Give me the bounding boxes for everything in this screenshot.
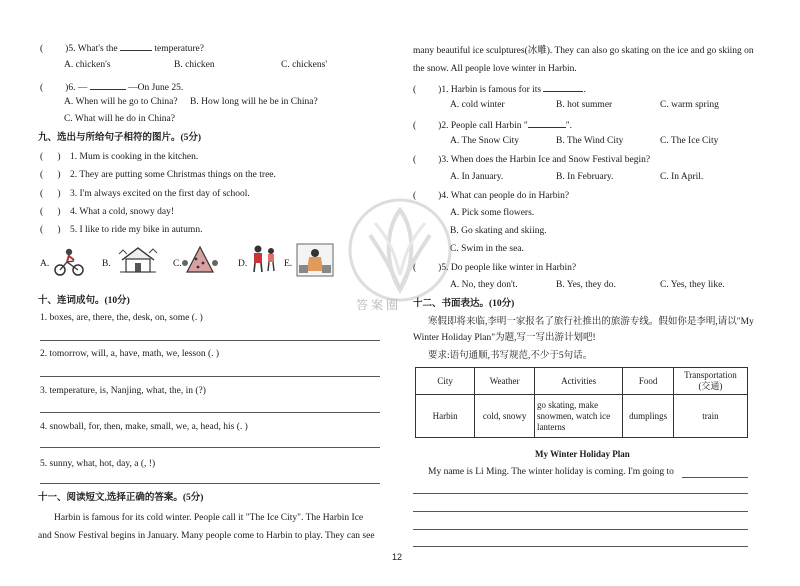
section-9-title: 九、选出与所给句子相符的图片。(5分): [38, 133, 202, 143]
cell-food: dumplings: [623, 395, 674, 438]
header-activities: Activities: [534, 368, 622, 395]
s10-item-4: 4. snowball, for, then, make, small, we, a, head, his (. ): [40, 422, 248, 432]
question-6: ( )6. — —On June 25.: [40, 80, 183, 94]
answer-line[interactable]: [40, 376, 380, 377]
header-food: Food: [623, 368, 674, 395]
s10-item-3: 3. temperature, is, Nanjing, what, the, in (?): [40, 386, 206, 396]
r4-option-c[interactable]: C. Swim in the sea.: [450, 244, 524, 254]
essay-title: My Winter Holiday Plan: [535, 449, 630, 459]
answer-line[interactable]: [40, 447, 380, 448]
s9-item-4: ( ) 4. What a cold, snowy day!: [40, 207, 175, 217]
holiday-plan-table: [415, 367, 748, 438]
christmas-tree-icon: [181, 245, 219, 275]
answer-line[interactable]: [413, 493, 748, 494]
q6-option-a[interactable]: A. When will he go to China?: [64, 97, 178, 107]
q5-option-a[interactable]: A. chicken's: [64, 60, 111, 70]
cell-weather: cold, snowy: [475, 395, 535, 438]
s9-item-3: ( ) 3. I'm always excited on the first day of school.: [40, 189, 250, 199]
header-transportation: Transportation (交通): [673, 368, 747, 395]
snowy-house-icon: [118, 244, 158, 274]
page-number: 12: [392, 552, 403, 562]
reading-question-2: ( )2. People call Harbin " ".: [413, 118, 572, 132]
r3-option-c[interactable]: C. In April.: [660, 172, 704, 182]
picture-label-a: A.: [40, 259, 50, 269]
section-10-title: 十、连词成句。(10分): [38, 296, 130, 306]
r3-option-b[interactable]: B. In February.: [556, 172, 614, 182]
bike-rider-icon: [52, 247, 86, 277]
r1-option-a[interactable]: A. cold winter: [450, 100, 505, 110]
school-kids-icon: [247, 244, 281, 274]
q5-option-c[interactable]: C. chickens': [281, 60, 328, 70]
r3-option-a[interactable]: A. In January.: [450, 172, 504, 182]
watermark-text: 答案圈: [356, 298, 402, 312]
q6-option-c[interactable]: C. What will he do in China?: [64, 114, 175, 124]
picture-label-e: E.: [284, 259, 293, 269]
picture-label-b: B.: [102, 259, 111, 269]
section-11-title: 十一、阅读短文,选择正确的答案。(5分): [38, 493, 204, 503]
reading-question-1: ( )1. Harbin is famous for its .: [413, 82, 586, 96]
answer-line[interactable]: [413, 546, 748, 547]
reading-line-2: and Snow Festival begins in January. Many people come to Harbin to play. They can see: [38, 531, 375, 541]
reading-line-4: the snow. All people love winter in Harbin.: [413, 64, 577, 74]
essay-start: My name is Li Ming. The winter holiday is coming. I'm going to: [428, 467, 674, 477]
cell-activities: go skating, make snowmen, watch ice lanterns: [534, 395, 622, 438]
r4-option-b[interactable]: B. Go skating and skiing.: [450, 226, 547, 236]
reading-line-3: many beautiful ice sculptures(冰雕). They can also go skating on the ice and go skiing on: [413, 46, 754, 56]
writing-requirement: 要求:语句通顺,书写规范,不少于5句话。: [428, 351, 593, 361]
s10-item-2: 2. tomorrow, will, a, have, math, we, lesson (. ): [40, 349, 220, 359]
q6-option-b[interactable]: B. How long will he be in China?: [190, 97, 318, 107]
writing-intro-2: Winter Holiday Plan"为题,写一写出游计划吧!: [413, 333, 596, 343]
r5-option-b[interactable]: B. Yes, they do.: [556, 280, 616, 290]
r2-option-b[interactable]: B. The Wind City: [556, 136, 624, 146]
r2-option-a[interactable]: A. The Snow City: [450, 136, 519, 146]
header-city: City: [416, 368, 475, 395]
s9-item-2: ( ) 2. They are putting some Christmas things on the tree.: [40, 170, 276, 180]
reading-question-3: ( )3. When does the Harbin Ice and Snow Festival begin?: [413, 155, 651, 165]
r5-option-a[interactable]: A. No, they don't.: [450, 280, 518, 290]
reading-question-5: ( )5. Do people like winter in Harbin?: [413, 263, 577, 273]
cell-city: Harbin: [416, 395, 475, 438]
r1-option-c[interactable]: C. warm spring: [660, 100, 719, 110]
picture-label-c: C.: [173, 259, 182, 269]
answer-line[interactable]: [413, 511, 748, 512]
answer-line[interactable]: [413, 529, 748, 530]
s10-item-1: 1. boxes, are, there, the, desk, on, some (. ): [40, 313, 203, 323]
answer-line[interactable]: [40, 412, 380, 413]
answer-line[interactable]: [682, 477, 748, 478]
answer-blank[interactable]: [543, 82, 583, 92]
r1-option-b[interactable]: B. hot summer: [556, 100, 613, 110]
answer-blank[interactable]: [120, 41, 152, 51]
r5-option-c[interactable]: C. Yes, they like.: [660, 280, 725, 290]
answer-line[interactable]: [40, 340, 380, 341]
reading-line-1: Harbin is famous for its cold winter. People call it "The Ice City". The Harbin Ice: [54, 513, 364, 523]
table-row: [416, 395, 748, 438]
question-5: ( )5. What's the temperature?: [40, 41, 204, 55]
s9-item-1: ( ) 1. Mum is cooking in the kitchen.: [40, 152, 199, 162]
table-header-row: [416, 368, 748, 395]
header-weather: Weather: [475, 368, 535, 395]
q5-option-b[interactable]: B. chicken: [174, 60, 215, 70]
section-12-title: 十二、书面表达。(10分): [413, 299, 515, 309]
reading-question-4: ( )4. What can people do in Harbin?: [413, 191, 570, 201]
r2-option-c[interactable]: C. The Ice City: [660, 136, 719, 146]
answer-blank[interactable]: [90, 80, 126, 90]
writing-intro-1: 寒假即将来临,李明一家报名了旅行社推出的旅游专线。假如你是李明,请以"My: [428, 317, 754, 327]
s10-item-5: 5. sunny, what, hot, day, a (, !): [40, 459, 156, 469]
cell-transportation: train: [673, 395, 747, 438]
answer-blank[interactable]: [528, 118, 566, 128]
answer-line[interactable]: [40, 483, 380, 484]
picture-label-d: D.: [238, 259, 248, 269]
r4-option-a[interactable]: A. Pick some flowers.: [450, 208, 535, 218]
watermark-logo-icon: [345, 195, 455, 305]
s9-item-5: ( ) 5. I like to ride my bike in autumn.: [40, 225, 203, 235]
cooking-mum-icon: [296, 243, 334, 277]
